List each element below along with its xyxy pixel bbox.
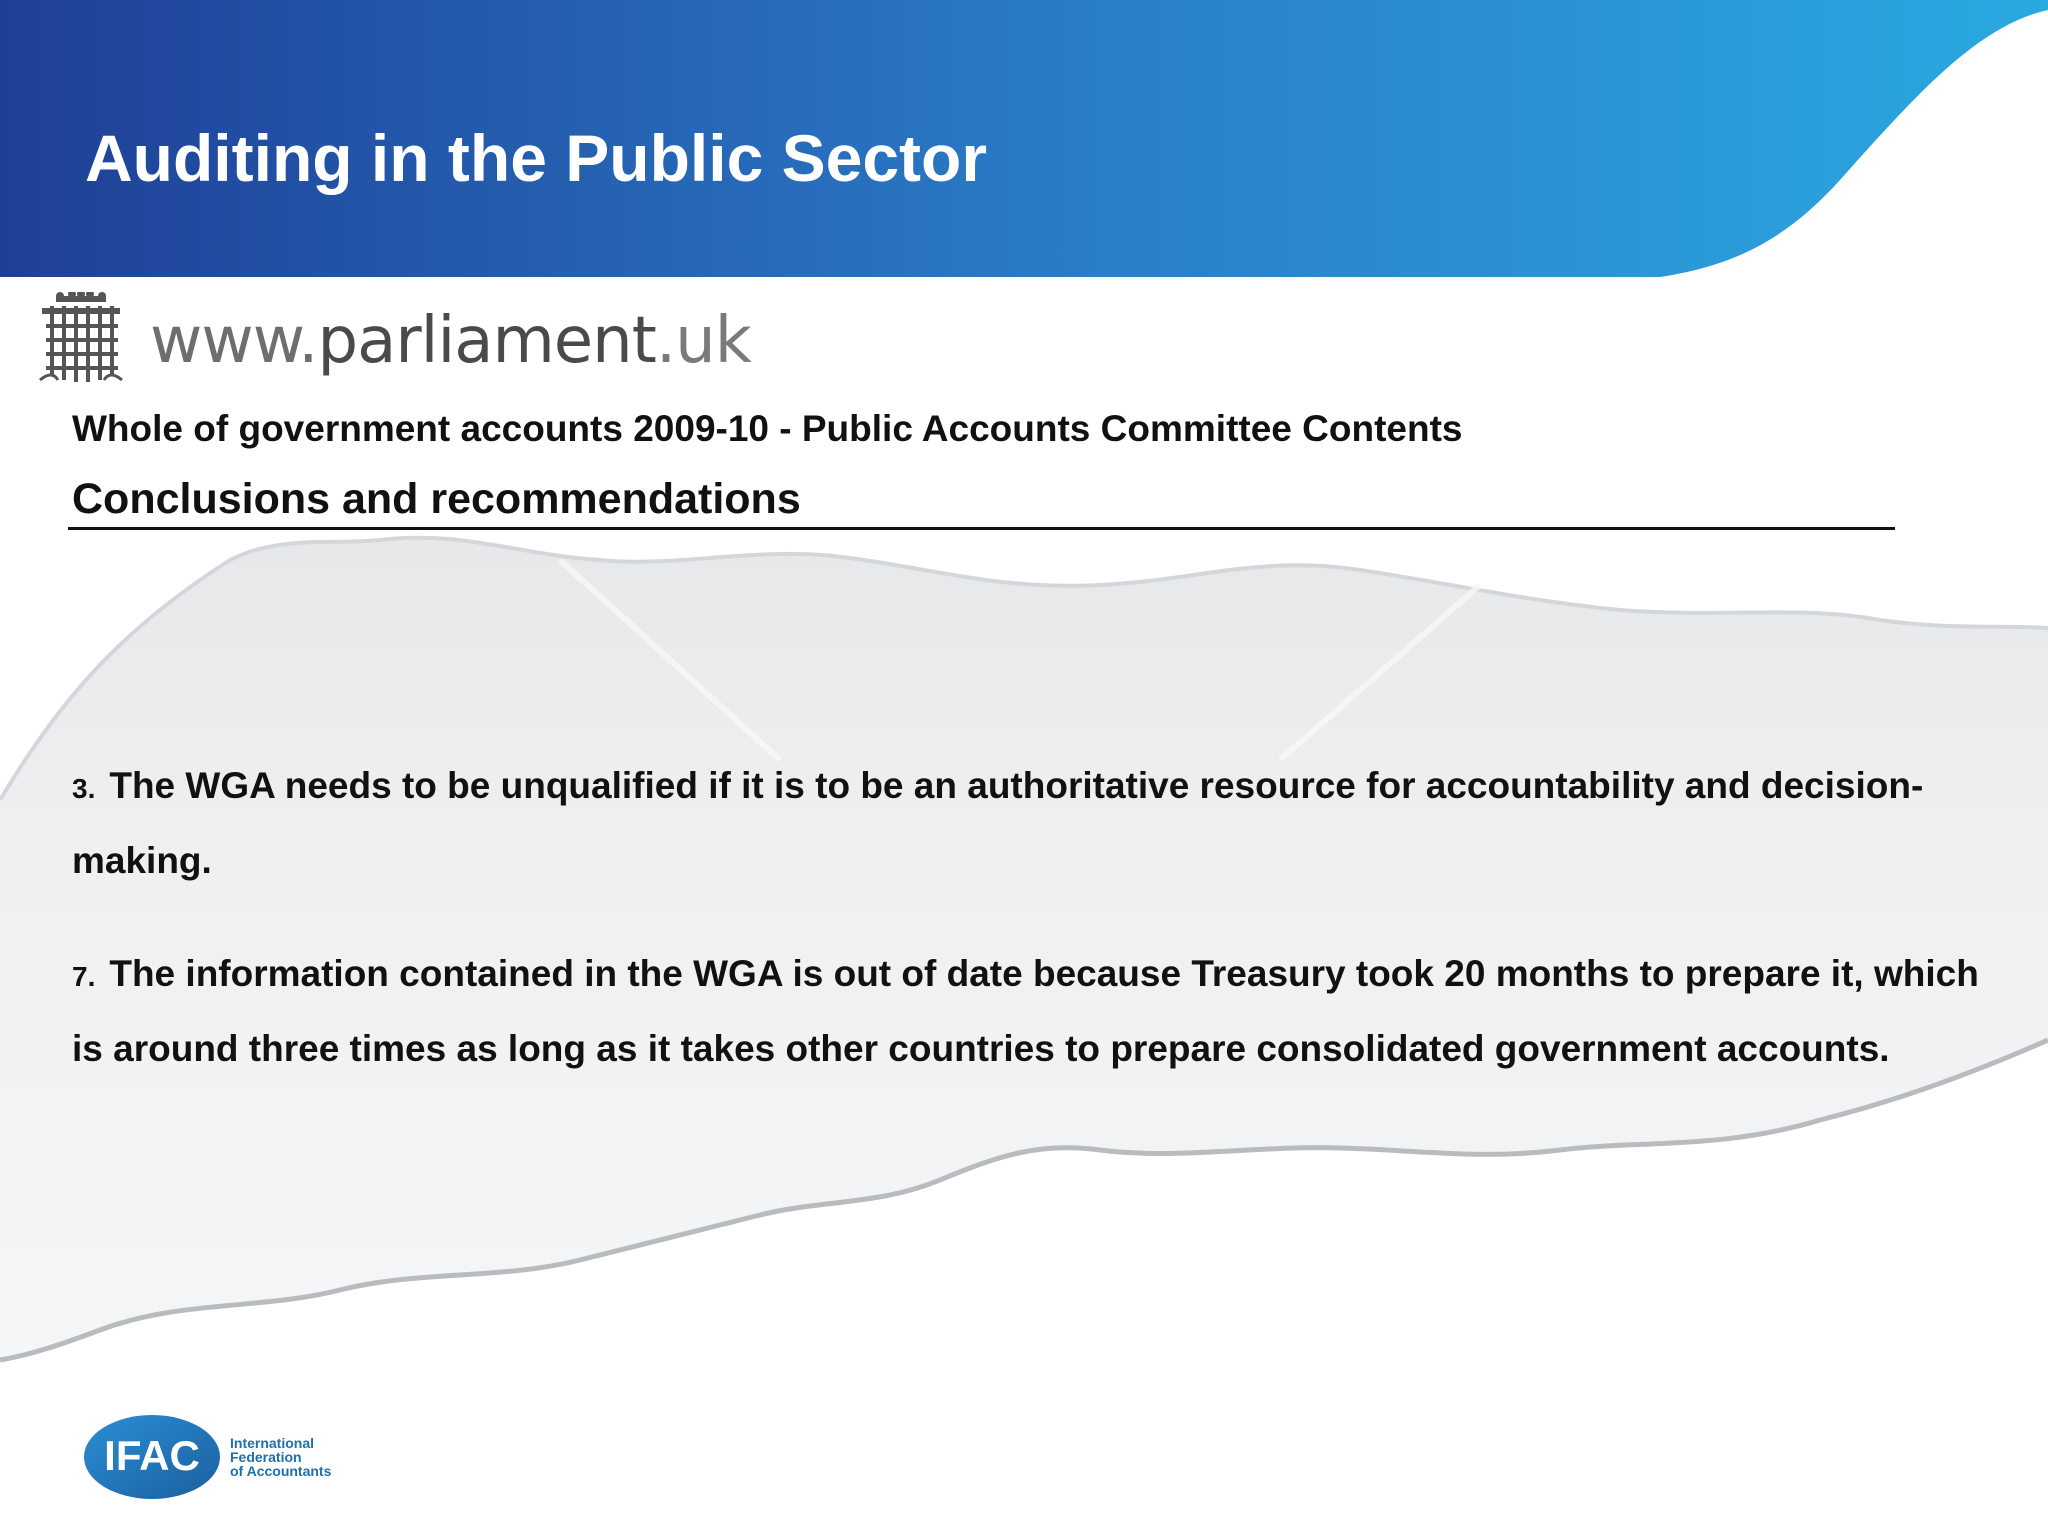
- item-text: The WGA needs to be unqualified if it is to be an authoritative resource for accountability and decision-making.: [72, 765, 1924, 881]
- item-text: The information contained in the WGA is out of date because Treasury took 20 months to prepare it, which is around three times as long as it takes other countries to prepare consolidated government accounts.: [72, 953, 1979, 1069]
- item-number: 7.: [72, 961, 96, 992]
- ifac-name: [230, 1436, 331, 1478]
- section-heading: Conclusions and recommendations: [72, 475, 801, 523]
- heading-divider: [68, 527, 1895, 530]
- recommendation-item: [72, 938, 2012, 1085]
- ifac-name-line: of Accountants: [230, 1463, 332, 1479]
- ifac-emblem: [82, 1412, 222, 1502]
- parliament-url-prefix: www.: [150, 304, 318, 378]
- ifac-logo: [82, 1412, 331, 1502]
- parliament-logo: [38, 292, 751, 390]
- parliament-url: [150, 304, 751, 378]
- ifac-name-line: International: [230, 1435, 315, 1451]
- ifac-name-line: Federation: [230, 1449, 302, 1465]
- slide-title: Auditing in the Public Sector: [85, 121, 988, 195]
- parliament-url-main: parliament: [317, 304, 656, 378]
- item-number: 3.: [72, 773, 96, 804]
- ifac-acronym: IFAC: [104, 1432, 200, 1479]
- parliament-url-suffix: .uk: [655, 304, 751, 378]
- portcullis-icon: [38, 292, 124, 390]
- recommendation-item: [72, 750, 2012, 897]
- document-subtitle: Whole of government accounts 2009-10 - Public Accounts Committee Contents: [72, 408, 1463, 449]
